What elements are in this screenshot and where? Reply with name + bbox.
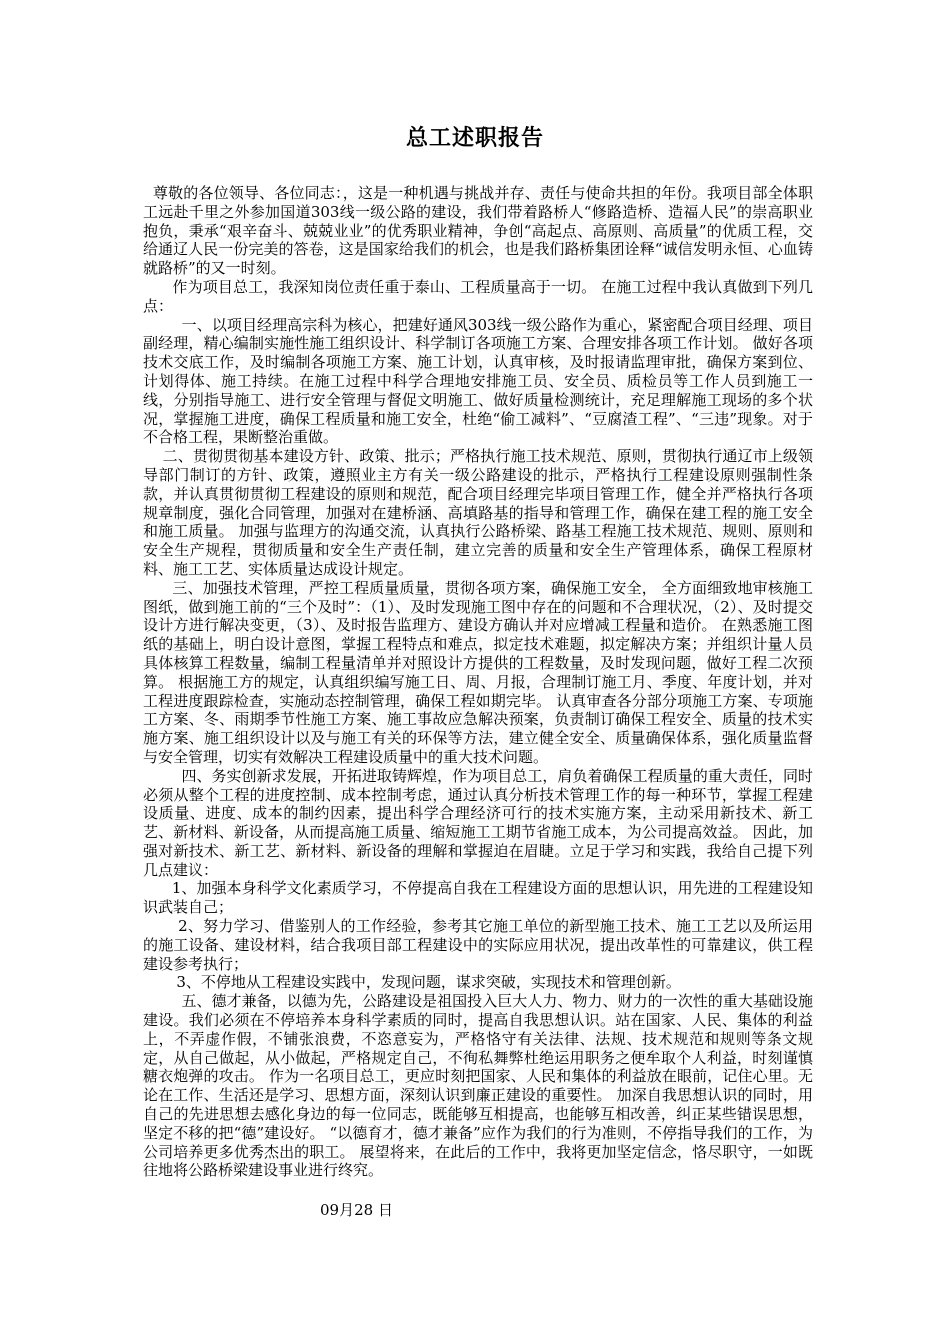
paragraph-suggestion-1: 1、加强本身科学文化素质学习，不停提高自我在工程建设方面的思想认识，用先进的工程建设知识武装自己； — [143, 879, 813, 917]
paragraph-intro: 作为项目总工，我深知岗位责任重于泰山、工程质量高于一切。 在施工过程中我认真做到下列几点： — [143, 277, 813, 315]
paragraph-section-1: 一、以项目经理高宗科为核心，把建好通风303线一级公路作为重心，紧密配合项目经理、项目副经理，精心编制实施性施工组织设计、科学制订各项施工方案、合理安排各项工作计划。 做好各项技术交底工作，及时编制各项施工方案、施工计划，认真审核，及时报请监理审批，确保方案到位、计划得体、施工持续。在施工过程中科学合理地安排施工员、安全员、质检员等工作人员到施工一线，分别指导施工、进行安全管理与督促文明施工、做好质量检测统计，充足理解施工现场的多个状况，掌握施工进度，确保工程质量和施工安全，杜绝“偷工减料”、“豆腐渣工程”、“三违”现象。对于不合格工程，果断整治重做。 — [143, 315, 813, 447]
document-body — [143, 184, 813, 1180]
paragraph-section-2: 二、贯彻贯彻基本建设方针、政策、批示；严格执行施工技术规范、原则，贯彻执行通辽市上级领导部门制订的方针、政策，遵照业主方有关一级公路建设的批示，严格执行工程建设原则强制性条款，并认真贯彻贯彻工程建设的原则和规范，配合项目经理完毕项目管理工作，健全并严格执行各项规章制度，强化合同管理，加强对在建桥涵、高填路基的指导和管理工作，确保在建工程的施工安全和施工质量。 加强与监理方的沟通交流，认真执行公路桥梁、路基工程施工技术规范、规则、原则和安全生产规程，贯彻质量和安全生产责任制，建立完善的质量和安全生产管理体系，确保工程原材料、施工工艺、实体质量达成设计规定。 — [143, 447, 813, 578]
document-date: 09月28 日 — [320, 1201, 393, 1219]
paragraph-section-3: 三、加强技术管理，严控工程质量质量，贯彻各项方案，确保施工安全， 全方面细致地审核施工图纸，做到施工前的“三个及时”：（1）、及时发现施工图中存在的问题和不合理状况，（2）、及时提交设计方进行解决变更，（3）、及时报告监理方、建设方确认并对应增减工程量和造价。 在熟悉施工图纸的基础上，明白设计意图，掌握工程特点和难点，拟定技术难题，拟定解决方案；并组织计量人员具体核算工程数量，编制工程量清单并对照设计方提供的工程数量，及时发现问题，做好工程二次预算。 根据施工方的规定，认真组织编写施工日、周、月报，合理制订施工月、季度、年度计划，并对工程进度跟踪检查，实施动态控制管理，确保工程如期完毕。 认真审查各分部分项施工方案、专项施工方案、冬、雨期季节性施工方案、施工事故应急解决预案，负责制订确保工程安全、质量的技术实施方案、施工组织设计以及与施工有关的环保等方法，建立健全安全、质量确保体系，强化质量监督与安全管理，切实有效解决工程建设质量中的重大技术问题。 — [143, 578, 813, 766]
paragraph-suggestion-2: 2、努力学习、借鉴别人的工作经验，参考其它施工单位的新型施工技术、施工工艺以及所运用的施工设备、建设材料，结合我项目部工程建设中的实际应用状况，提出改革性的可靠建议，供工程建设参考执行； — [143, 917, 813, 973]
document-title: 总工述职报告 — [405, 126, 544, 151]
paragraph-section-5: 五、德才兼备，以德为先，公路建设是祖国投入巨大人力、物力、财力的一次性的重大基础设施建设。我们必须在不停培养本身科学素质的同时，提高自我思想认识。站在国家、人民、集体的利益上，不弄虚作假，不铺张浪费，不恣意妄为，严格恪守有关法律、法规、技术规范和规则等条文规定，从自己做起，从小做起，严格规定自己，不徇私舞弊杜绝运用职务之便牟取个人利益，时刻谨慎糖衣炮弹的攻击。 作为一名项目总工，更应时刻把国家、人民和集体的利益放在眼前，记住心里。无论在工作、生活还是学习、思想方面，深刻认识到廉正建设的重要性。 加深自我思想认识的同时，用自己的先进思想去感化身边的每一位同志，既能够互相提高，也能够互相改善，纠正某些错误思想，坚定不移的把“德”建设好。 “以德育才，德才兼备”应作为我们的行为准则，不停指导我们的工作，为公司培养更多优秀杰出的职工。 展望将来，在此后的工作中，我将更加坚定信念，恪尽职守，一如既往地将公路桥梁建设事业进行终究。 — [143, 992, 813, 1180]
paragraph-suggestion-3: 3、不停地从工程建设实践中，发现问题，谋求突破，实现技术和管理创新。 — [143, 973, 681, 992]
paragraph-greeting: 尊敬的各位领导、各位同志：，这是一种机遇与挑战并存、责任与使命共担的年份。我项目部全体职工远赴千里之外参加国道303线一级公路的建设，我们带着路桥人“修路造桥、造福人民”的崇高职业抱负，秉承“艰辛奋斗、兢兢业业”的优秀职业精神，争创“高起点、高原则、高质量”的优质工程，交给通辽人民一份完美的答卷，这是国家给我们的机会，也是我们路桥集团诠释“诚信发明永恒、心血铸就路桥”的又一时刻。 — [143, 184, 813, 278]
paragraph-section-4: 四、务实创新求发展，开拓进取铸辉煌，作为项目总工，肩负着确保工程质量的重大责任，同时必须从整个工程的进度控制、成本控制考虑，通过认真分析技术管理工作的每一种环节，掌握工程建设质量、进度、成本的制约因素，提出科学合理经济可行的技术实施方案，主动采用新技术、新工艺、新材料、新设备，从而提高施工质量、缩短施工工期节省施工成本，为公司提高效益。 因此，加强对新技术、新工艺、新材料、新设备的理解和掌握迫在眉睫。立足于学习和实践，我给自己提下列几点建议： — [143, 766, 813, 879]
